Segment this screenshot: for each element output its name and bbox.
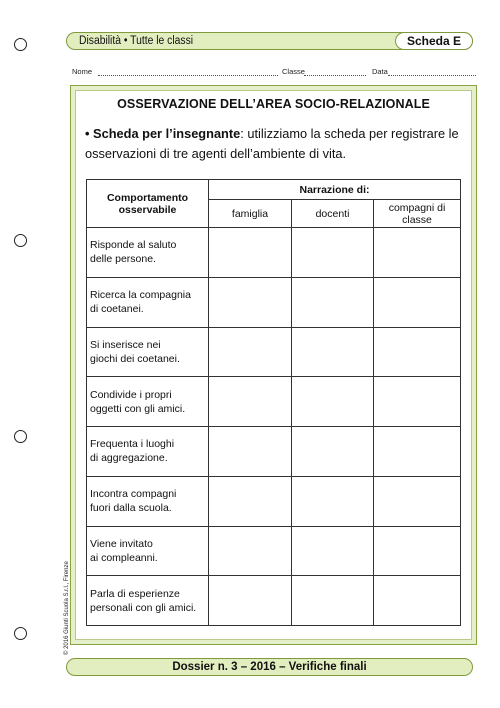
copyright-text: © 2016 Giunti Scuola S.r.l., Firenze <box>64 561 70 655</box>
peers-cell[interactable] <box>374 228 461 278</box>
header-behavior: Comportamento osservabile <box>87 180 209 228</box>
teachers-cell[interactable] <box>292 327 374 377</box>
behavior-cell: Viene invitato ai compleanni. <box>87 526 209 576</box>
table-row <box>87 526 461 576</box>
name-field-line <box>98 75 278 76</box>
teachers-cell[interactable] <box>292 377 374 427</box>
intro-body: : utilizziamo la scheda per registrare le osservazioni di tre agenti dell’ambiente di vita. <box>85 126 459 161</box>
teachers-cell[interactable] <box>292 228 374 278</box>
family-cell[interactable] <box>209 526 292 576</box>
behavior-cell: Si inserisce nei giochi dei coetanei. <box>87 327 209 377</box>
teachers-cell[interactable] <box>292 277 374 327</box>
teachers-cell[interactable] <box>292 476 374 526</box>
binder-hole <box>14 430 27 443</box>
family-cell[interactable] <box>209 427 292 477</box>
family-cell[interactable] <box>209 228 292 278</box>
table-row <box>87 576 461 626</box>
peers-cell[interactable] <box>374 576 461 626</box>
observation-table <box>86 179 461 626</box>
table-row <box>87 476 461 526</box>
family-cell[interactable] <box>209 377 292 427</box>
name-label: Nome <box>72 67 93 76</box>
sheet-label: Scheda E <box>395 32 473 50</box>
behavior-cell: Incontra compagni fuori dalla scuola. <box>87 476 209 526</box>
date-label: Data <box>372 67 388 76</box>
class-label: Classe <box>282 67 305 76</box>
header-bar <box>66 32 473 50</box>
family-cell[interactable] <box>209 576 292 626</box>
family-cell[interactable] <box>209 277 292 327</box>
date-field-line <box>388 75 476 76</box>
family-cell[interactable] <box>209 476 292 526</box>
binder-hole <box>14 38 27 51</box>
teachers-cell[interactable] <box>292 576 374 626</box>
binder-hole <box>14 234 27 247</box>
header-teachers: docenti <box>292 200 374 228</box>
teachers-cell[interactable] <box>292 427 374 477</box>
page-title: OSSERVAZIONE DELL’AREA SOCIO-RELAZIONALE <box>117 97 430 111</box>
table-row <box>87 327 461 377</box>
behavior-cell: Frequenta i luoghi di aggregazione. <box>87 427 209 477</box>
table-row <box>87 228 461 278</box>
behavior-cell: Condivide i propri oggetti con gli amici. <box>87 377 209 427</box>
binder-hole <box>14 627 27 640</box>
footer-bar: Dossier n. 3 – 2016 – Verifiche finali <box>66 658 473 676</box>
behavior-cell: Risponde al saluto delle persone. <box>87 228 209 278</box>
table-row <box>87 277 461 327</box>
header-peers: compagni di classe <box>374 200 461 228</box>
peers-cell[interactable] <box>374 476 461 526</box>
intro-bullet: • <box>85 126 90 141</box>
peers-cell[interactable] <box>374 277 461 327</box>
table-row <box>87 427 461 477</box>
peers-cell[interactable] <box>374 526 461 576</box>
family-cell[interactable] <box>209 327 292 377</box>
teachers-cell[interactable] <box>292 526 374 576</box>
intro-text <box>85 124 470 164</box>
header-narration: Narrazione di: <box>209 180 461 200</box>
behavior-cell: Ricerca la compagnia di coetanei. <box>87 277 209 327</box>
meta-row <box>72 67 477 79</box>
header-family: famiglia <box>209 200 292 228</box>
intro-bold: Scheda per l’insegnante <box>93 126 241 141</box>
class-field-line <box>304 75 366 76</box>
table-row <box>87 377 461 427</box>
peers-cell[interactable] <box>374 427 461 477</box>
behavior-cell: Parla di esperienze personali con gli amici. <box>87 576 209 626</box>
section-label: Disabilità • Tutte le classi <box>79 35 194 47</box>
peers-cell[interactable] <box>374 327 461 377</box>
peers-cell[interactable] <box>374 377 461 427</box>
